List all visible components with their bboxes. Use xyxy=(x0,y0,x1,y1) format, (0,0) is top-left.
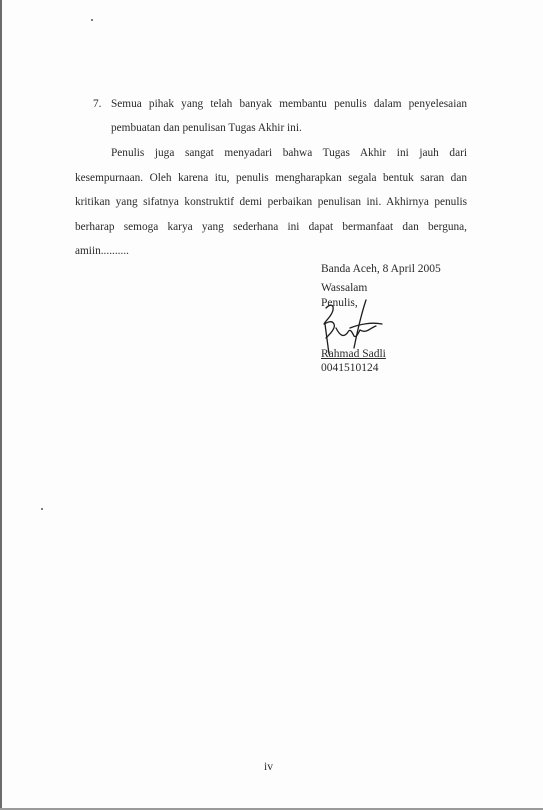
scan-speck xyxy=(41,508,43,510)
page-number: iv xyxy=(264,761,273,773)
paragraph-line: berharap semoga karya yang sederhana ini dapat bermanfaat dan berguna, xyxy=(75,221,467,233)
student-id: 0041510124 xyxy=(321,362,379,374)
paragraph-line: kesempurnaan. Oleh karena itu, penulis mengharapkan segala bentuk saran dan xyxy=(75,172,467,184)
list-item-text-line: Semua pihak yang telah banyak membantu penulis dalam penyelesaian xyxy=(111,98,467,110)
paragraph-line: Penulis juga sangat menyadari bahwa Tugas Akhir ini jauh dari xyxy=(111,147,467,159)
scan-edge-line xyxy=(0,0,2,810)
list-item-text-line: pembuatan dan penulisan Tugas Akhir ini. xyxy=(111,122,302,134)
signature-stroke xyxy=(350,323,382,328)
scan-speck xyxy=(91,19,93,21)
place-date: Banda Aceh, 8 April 2005 xyxy=(321,263,441,275)
salutation: Wassalam xyxy=(321,282,368,294)
paragraph-line: kritikan yang sifatnya konstruktif demi perbaikan penulisan ini. Akhirnya penulis xyxy=(75,196,467,208)
author-name: Rahmad Sadli xyxy=(321,348,386,360)
signature-stroke xyxy=(360,326,376,331)
list-item-number: 7. xyxy=(93,98,102,110)
author-role: Penulis, xyxy=(321,297,358,309)
paragraph-line: amiin.......... xyxy=(75,245,129,257)
